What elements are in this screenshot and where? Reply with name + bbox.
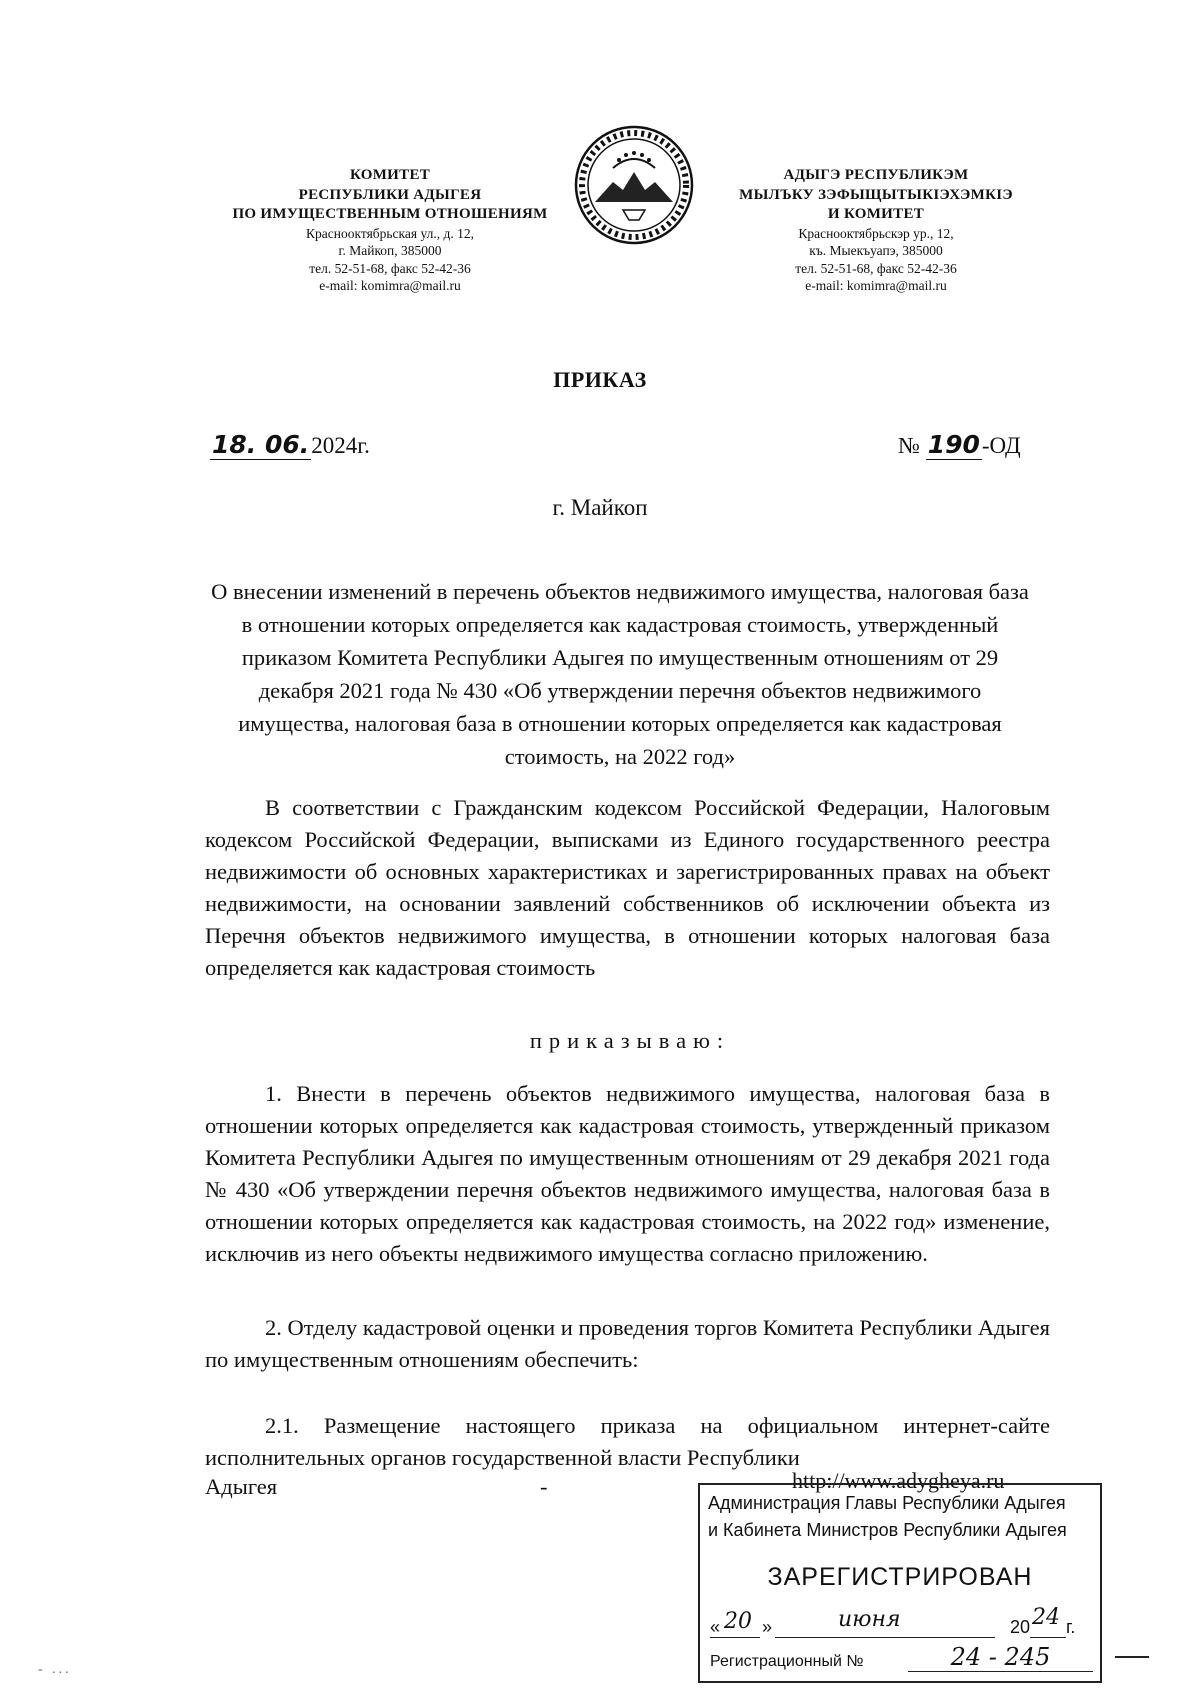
- org-name-adyghe-line1: АДЫГЭ РЕСПУБЛИКЭМ: [783, 167, 969, 183]
- stamp-year: 24: [1032, 1605, 1060, 1630]
- item-2-1-dash: -: [540, 1474, 548, 1499]
- stamp-date: [710, 1605, 1094, 1643]
- stamp-day-underline: [710, 1637, 760, 1638]
- org-city-adyghe: къ. Мыекъуапэ, 385000: [809, 243, 943, 259]
- document-title: ПРИКАЗ: [553, 367, 647, 392]
- stamp-quote-open: «: [710, 1617, 721, 1637]
- org-name-line3: ПО ИМУЩЕСТВЕННЫМ ОТНОШЕНИЯМ: [232, 206, 548, 222]
- order-city: г. Майкоп: [552, 495, 648, 520]
- org-name-line1: КОМИТЕТ: [349, 167, 431, 183]
- stamp-year-suffix: г.: [1066, 1617, 1076, 1637]
- header-left: [200, 166, 580, 295]
- decree-word: приказываю:: [529, 1028, 731, 1053]
- org-city: г. Майкоп, 385000: [338, 243, 442, 259]
- stamp-year-underline: [1030, 1637, 1066, 1638]
- org-name-line2: РЕСПУБЛИКИ АДЫГЕЯ: [298, 186, 482, 203]
- stamp-reg-label: Регистрационный №: [710, 1653, 864, 1670]
- order-number: [898, 430, 1021, 459]
- order-date: [210, 430, 370, 459]
- stamp-reg-number: 24 - 245: [908, 1643, 1093, 1672]
- org-email: e-mail: komimra@mail.ru: [319, 278, 461, 294]
- margin-dash: [1115, 1656, 1149, 1658]
- org-email-adyghe: e-mail: komimra@mail.ru: [805, 278, 947, 294]
- number-suffix: -ОД: [981, 433, 1021, 458]
- header-right: [706, 166, 1046, 295]
- stamp-authority-line2: и Кабинета Министров Республики Адыгея: [708, 1520, 1067, 1540]
- date-year: 2024г.: [311, 433, 370, 458]
- stamp-year-prefix: 20: [1010, 1617, 1031, 1637]
- stamp-month-underline: [775, 1637, 995, 1638]
- website-url: http://www.adygheya.ru: [792, 1468, 1005, 1493]
- stamp-status: ЗАРЕГИСТРИРОВАН: [767, 1563, 1033, 1591]
- item-2-paragraph: 2. Отделу кадастровой оценки и проведения торгов Комитета Республики Адыгея по имущественным отношениям обеспечить:: [205, 1315, 1050, 1372]
- org-phone: тел. 52-51-68, факс 52-42-36: [309, 260, 471, 276]
- item-2-1-tail: Адыгея: [205, 1474, 278, 1499]
- handwritten-number: 190: [927, 430, 980, 459]
- org-phone-adyghe: тел. 52-51-68, факс 52-42-36: [795, 260, 957, 276]
- registration-stamp: [698, 1483, 1102, 1683]
- org-address-adyghe: Краснооктябрьскэр ур., 12,: [798, 225, 954, 241]
- org-address: Краснооктябрьская ул., д. 12,: [306, 225, 474, 241]
- stamp-month: июня: [838, 1607, 901, 1632]
- order-subject: О внесении изменений в перечень объектов недвижимого имущества, налоговая база в отношении которых определяется как кадастровая стоимость, утвержденный приказом Комитета Республики Адыгея по имущественным отношениям от 29 декабря 2021 года № 430 «Об утверждении перечня объектов недвижимого имущества, налоговая база в отношении которых определяется как кадастровая стоимость, на 2022 год»: [211, 579, 1029, 769]
- item-1-paragraph: 1. Внести в перечень объектов недвижимого имущества, налоговая база в отношении которых определяется как кадастровая стоимость, утвержденный приказом Комитета Республики Адыгея по имущественным отношениям от 29 декабря 2021 года № 430 «Об утверждении перечня объектов недвижимого имущества, налоговая база в отношении которых определяется как кадастровая стоимость, на 2022 год» изменение, исключив из него объекты недвижимого имущества согласно приложению.: [205, 1081, 1050, 1266]
- stamp-authority-line1: Администрация Главы Республики Адыгея: [708, 1493, 1066, 1513]
- org-name-adyghe-line3: И КОМИТЕТ: [827, 206, 925, 222]
- stamp-day: 20: [724, 1609, 752, 1634]
- stamp-quote-close: »: [762, 1617, 773, 1637]
- handwritten-date: 18. 06.: [212, 430, 310, 459]
- number-sign: №: [898, 433, 920, 458]
- scan-margin-mark: - ...: [38, 1662, 72, 1677]
- org-name-adyghe-line2: МЫЛЪКУ ЗЭФЫЩЫТЫКIЭХЭМКIЭ: [739, 186, 1013, 203]
- preamble-paragraph: В соответствии с Гражданским кодексом Российской Федерации, Налоговым кодексом Российской Федерации, выписками из Единого государственного реестра недвижимости об основных характеристиках и зарегистрированных правах на объект недвижимости, на основании заявлений собственников об исключении объекта из Перечня объектов недвижимого имущества, в отношении которых налоговая база определяется как кадастровая стоимость: [205, 795, 1050, 980]
- item-2-1-paragraph: 2.1. Размещение настоящего приказа на официальном интернет-сайте исполнительных органов государственной власти Республики: [205, 1413, 1050, 1470]
- coat-of-arms-icon: [573, 124, 695, 246]
